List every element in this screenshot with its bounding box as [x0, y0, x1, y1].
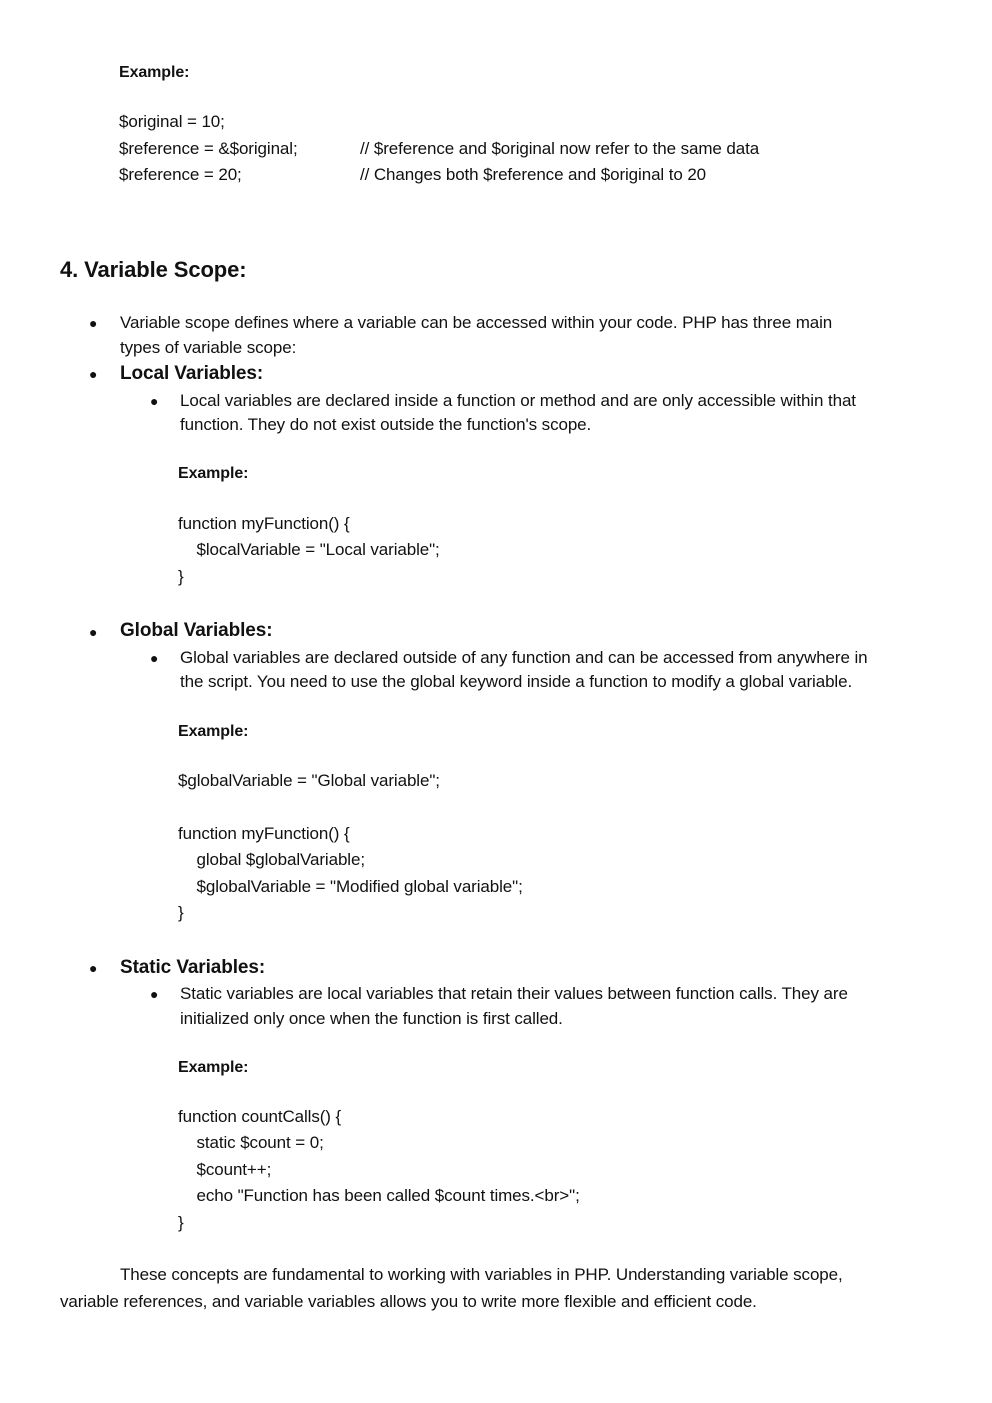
global-description: Global variables are declared outside of any function and can be accessed from anywhere in: [180, 648, 868, 667]
section-heading: 4. Variable Scope:: [60, 257, 247, 282]
bullet-icon: ●: [89, 366, 98, 382]
local-description: function. They do not exist outside the function's scope.: [180, 415, 592, 434]
code-comment: // Changes both $reference and $original to 20: [360, 165, 707, 184]
code-line: $reference = 20;: [119, 165, 242, 184]
code-comment: // $reference and $original now refer to the same data: [360, 139, 760, 158]
code-line: $reference = &$original;: [119, 139, 298, 158]
code-line: }: [178, 903, 184, 922]
code-line: static $count = 0;: [178, 1133, 324, 1152]
static-description: Static variables are local variables that retain their values between function calls. They are: [180, 984, 848, 1003]
code-line: $globalVariable = "Global variable";: [178, 771, 440, 790]
local-description: Local variables are declared inside a function or method and are only accessible within that: [180, 391, 856, 410]
static-description: initialized only once when the function is first called.: [180, 1009, 563, 1028]
bullet-icon: ●: [89, 624, 98, 640]
global-description: the script. You need to use the global keyword inside a function to modify a global variable.: [180, 672, 853, 691]
intro-text: Variable scope defines where a variable can be accessed within your code. PHP has three main: [120, 313, 833, 332]
bullet-icon: ●: [150, 393, 159, 409]
local-heading: Local Variables:: [120, 363, 264, 384]
code-line: $localVariable = "Local variable";: [178, 540, 440, 559]
code-line: $original = 10;: [119, 112, 225, 131]
intro-text: types of variable scope:: [120, 338, 297, 357]
code-line: function myFunction() {: [178, 824, 350, 843]
code-line: echo "Function has been called $count times.<br>";: [178, 1186, 580, 1205]
code-line: }: [178, 1213, 184, 1232]
bullet-icon: ●: [150, 650, 159, 666]
example-label: Example:: [119, 64, 190, 81]
code-line: $globalVariable = "Modified global variable";: [178, 877, 523, 896]
code-line: $count++;: [178, 1160, 272, 1179]
static-heading: Static Variables:: [120, 957, 266, 978]
code-line: function countCalls() {: [178, 1107, 342, 1126]
code-line: function myFunction() {: [178, 514, 350, 533]
code-line: global $globalVariable;: [178, 850, 365, 869]
bullet-icon: ●: [89, 960, 98, 976]
global-heading: Global Variables:: [120, 620, 273, 641]
conclusion-text: These concepts are fundamental to working with variables in PHP. Understanding variable scope,: [120, 1265, 843, 1284]
bullet-icon: ●: [89, 315, 98, 331]
code-line: }: [178, 567, 184, 586]
example-label: Example:: [178, 723, 249, 740]
example-label: Example:: [178, 465, 249, 482]
conclusion-text: variable references, and variable variables allows you to write more flexible and efficient code.: [60, 1292, 757, 1311]
example-label: Example:: [178, 1059, 249, 1076]
bullet-icon: ●: [150, 986, 159, 1002]
